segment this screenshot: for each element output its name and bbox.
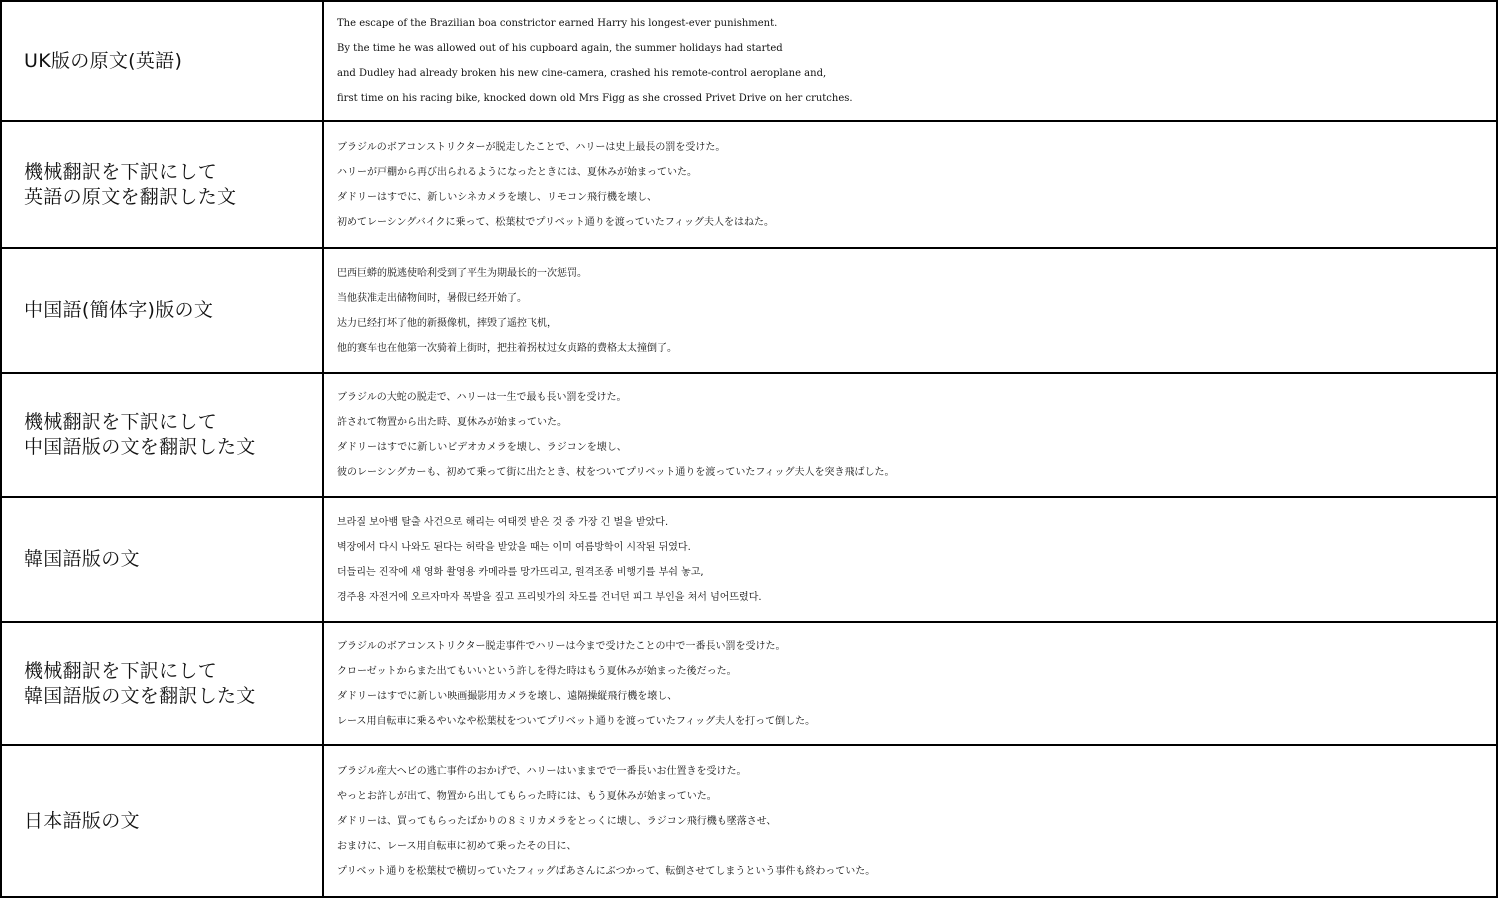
text-line: 巴西巨蟒的脱逃使哈利受到了平生为期最长的一次惩罚。 <box>337 267 587 279</box>
row-text <box>323 1 1497 121</box>
row-label-line: 韓国語版の文を翻訳した文 <box>24 684 256 707</box>
row-label-line: 中国語版の文を翻訳した文 <box>24 436 256 458</box>
row-label <box>1 1 323 121</box>
row-text <box>323 248 1497 373</box>
row-label-line: 機械翻訳を下訳にして <box>24 411 218 433</box>
text-line: レース用自転車に乗るやいなや松葉杖をついてプリベット通りを渡っていたフィッグ夫人を打って倒した。 <box>337 715 816 727</box>
table-row-chinese-version <box>1 248 1497 373</box>
text-line: クローゼットからまた出てもいいという許しを得た時はもう夏休みが始まった後だった。 <box>337 665 737 677</box>
table-row-mt-from-korean <box>1 622 1497 745</box>
text-line: ブラジルの大蛇の脱走で、ハリーは一生で最も長い罰を受けた。 <box>337 392 627 403</box>
row-label-line: UK版の原文(英語) <box>24 49 183 72</box>
text-line: 当他获准走出储物间时，暑假已经开始了。 <box>337 292 527 304</box>
text-line: ダドリーはすでに新しい映画撮影用カメラを壊し、遠隔操縦飛行機を壊し、 <box>337 690 678 702</box>
row-text <box>323 121 1497 248</box>
row-label-line: 機械翻訳を下訳にして <box>24 659 218 682</box>
text-line: 경주용 자전거에 오르자마자 목발을 짚고 프리빗가의 차도를 건너던 피그 부인을 쳐서 넘어뜨렸다. <box>337 591 762 603</box>
text-line: ハリーが戸棚から再び出られるようになったときには、夏休みが始まっていた。 <box>337 166 697 178</box>
row-label-line: 英語の原文を翻訳した文 <box>24 185 237 208</box>
text-line: 許されて物置から出た時、夏休みが始まっていた。 <box>337 417 567 428</box>
row-text <box>323 745 1497 897</box>
row-label <box>1 622 323 745</box>
row-label <box>1 248 323 373</box>
text-line: The escape of the Brazilian boa constrictor earned Harry his longest-ever punishment. <box>337 18 778 29</box>
text-line: 브라질 보아뱀 탈출 사건으로 해리는 여태껏 받은 것 중 가장 긴 벌을 받았다. <box>337 516 669 528</box>
text-line: 彼のレーシングカーも、初めて乗って街に出たとき、杖をついてプリベット通りを渡っていたフィッグ夫人を突き飛ばした。 <box>337 467 895 478</box>
text-line: 初めてレーシングバイクに乗って、松葉杖でプリベット通りを渡っていたフィッグ夫人をはねた。 <box>337 216 774 228</box>
row-label <box>1 373 323 497</box>
table-row-japanese-version <box>1 745 1497 897</box>
text-line: By the time he was allowed out of his cupboard again, the summer holidays had started <box>337 43 783 54</box>
text-line: ダドリーは、買ってもらったばかりの８ミリカメラをとっくに壊し、ラジコン飛行機も墜落させ、 <box>337 815 777 827</box>
table-row-korean-version <box>1 497 1497 622</box>
text-line: 더들리는 진작에 새 영화 촬영용 카메라를 망가뜨리고, 원격조종 비행기를 부숴 놓고, <box>337 566 704 578</box>
text-line: おまけに、レース用自転車に初めて乗ったその日に、 <box>337 840 577 852</box>
text-line: ブラジル産大ヘビの逃亡事件のおかげで、ハリーはいままでで一番長いお仕置きを受けた。 <box>337 765 747 777</box>
text-line: 他的赛车也在他第一次骑着上街时，把拄着拐杖过女贞路的费格太太撞倒了。 <box>337 342 677 354</box>
table-row-mt-from-english <box>1 121 1497 248</box>
row-label <box>1 121 323 248</box>
row-label-line: 日本語版の文 <box>24 809 140 832</box>
table-row-uk-original <box>1 1 1497 121</box>
text-line: ブラジルのボアコンストリクター脱走事件でハリーは今まで受けたことの中で一番長い罰を受けた。 <box>337 640 786 652</box>
row-label-line: 機械翻訳を下訳にして <box>24 160 218 183</box>
text-line: ダドリーはすでに新しいビデオカメラを壊し、ラジコンを壊し、 <box>337 442 627 453</box>
table-row-mt-from-chinese <box>1 373 1497 497</box>
text-line: first time on his racing bike, knocked down old Mrs Figg as she crossed Privet Drive on her crutches. <box>337 93 853 104</box>
text-line: 벽장에서 다시 나와도 된다는 허락을 받았을 때는 이미 여름방학이 시작된 뒤였다. <box>337 541 691 553</box>
row-label <box>1 497 323 622</box>
row-text <box>323 373 1497 497</box>
text-line: and Dudley had already broken his new cine-camera, crashed his remote-control aeroplane and, <box>337 68 827 79</box>
text-line: ダドリーはすでに、新しいシネカメラを壊し、リモコン飛行機を壊し、 <box>337 191 657 203</box>
text-line: プリベット通りを松葉杖で横切っていたフィッグばあさんにぶつかって、転倒させてしまうという事件も終わっていた。 <box>337 865 876 877</box>
row-label-line: 韓国語版の文 <box>24 548 140 570</box>
row-label-line: 中国語(簡体字)版の文 <box>24 299 214 321</box>
text-line: ブラジルのボアコンストリクターが脱走したことで、ハリーは史上最長の罰を受けた。 <box>337 141 726 153</box>
row-label <box>1 745 323 897</box>
text-line: 达力已经打坏了他的新摄像机，摔毁了遥控飞机， <box>337 317 557 329</box>
row-text <box>323 497 1497 622</box>
text-line: やっとお許しが出て、物置から出してもらった時には、もう夏休みが始まっていた。 <box>337 790 717 802</box>
row-text <box>323 622 1497 745</box>
